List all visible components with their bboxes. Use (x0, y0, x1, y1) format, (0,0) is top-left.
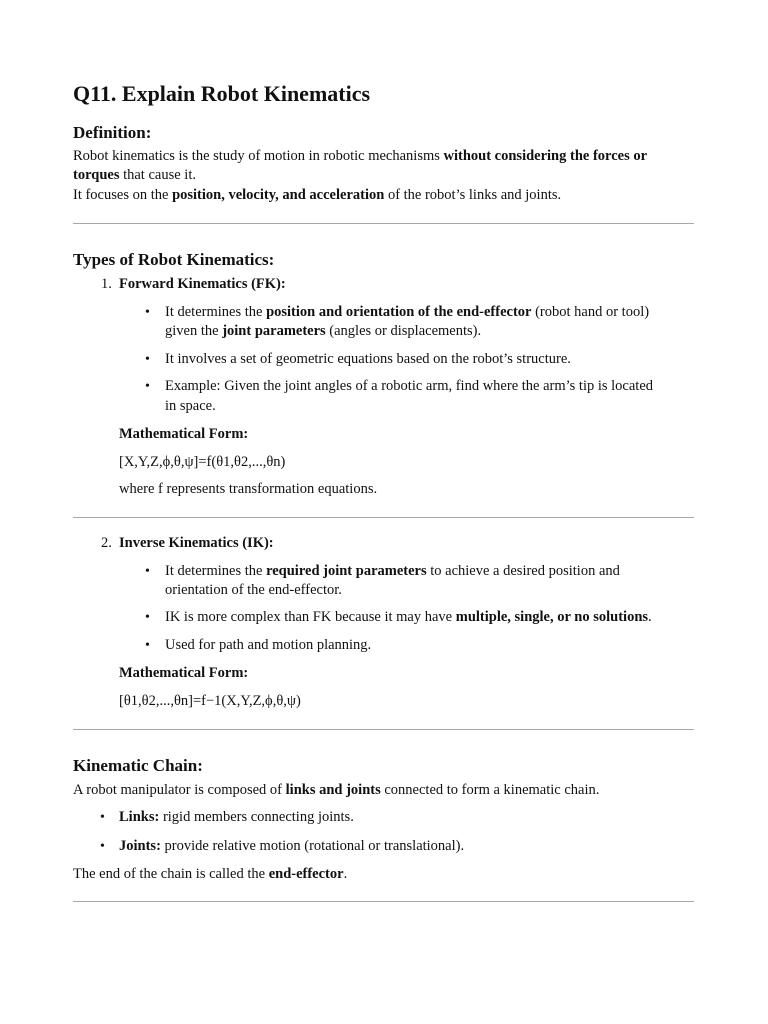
chain-intro: A robot manipulator is composed of links and joints connected to form a kinematic chain. (73, 782, 600, 798)
bullet-icon: • (145, 379, 150, 394)
bullet-icon: • (100, 839, 105, 854)
list-number-fk: 1. (101, 276, 112, 292)
fk-title: Forward Kinematics (FK): (119, 276, 286, 292)
fk-bullet-3-line-1: Example: Given the joint angles of a robotic arm, find where the arm’s tip is located (165, 378, 654, 394)
fk-bullet-1-line-2: given the joint parameters (angles or displacements). (165, 323, 482, 339)
section-divider (73, 729, 694, 730)
ik-title: Inverse Kinematics (IK): (119, 535, 274, 551)
bullet-icon: • (145, 610, 150, 625)
section-divider (73, 223, 694, 224)
fk-formula: [X,Y,Z,ϕ,θ,ψ]=f(θ1,θ2,...,θn) (119, 454, 286, 470)
chain-end-note: The end of the chain is called the end-effector. (73, 866, 348, 882)
definition-line-2: torques that cause it. (73, 167, 196, 183)
chain-heading: Kinematic Chain: (73, 756, 203, 775)
ik-bullet-3: Used for path and motion planning. (165, 637, 372, 653)
definition-line-1: Robot kinematics is the study of motion in robotic mechanisms without considering the forces or (73, 148, 648, 164)
definition-heading: Definition: (73, 123, 152, 142)
definition-line-3: It focuses on the position, velocity, and acceleration of the robot’s links and joints. (73, 187, 562, 203)
bullet-icon: • (100, 810, 105, 825)
bullet-icon: • (145, 305, 150, 320)
types-heading: Types of Robot Kinematics: (73, 250, 275, 269)
ik-bullet-1-line-1: It determines the required joint parameters to achieve a desired position and (165, 563, 620, 579)
fk-bullet-2: It involves a set of geometric equations based on the robot’s structure. (165, 351, 571, 367)
section-divider (73, 517, 694, 518)
ik-bullet-1-line-2: orientation of the end-effector. (165, 582, 342, 598)
chain-joints-item: Joints: provide relative motion (rotational or translational). (119, 838, 465, 854)
ik-formula: [θ1,θ2,...,θn]=f−1(X,Y,Z,ϕ,θ,ψ) (119, 693, 301, 709)
fk-bullet-3-line-2: in space. (165, 398, 216, 414)
fk-math-label: Mathematical Form: (119, 426, 249, 442)
list-number-ik: 2. (101, 535, 112, 551)
section-divider (73, 901, 694, 902)
ik-math-label: Mathematical Form: (119, 665, 249, 681)
ik-bullet-2: IK is more complex than FK because it may have multiple, single, or no solutions. (165, 609, 652, 625)
bullet-icon: • (145, 564, 150, 579)
chain-links-item: Links: rigid members connecting joints. (119, 809, 354, 825)
bullet-icon: • (145, 638, 150, 653)
fk-bullet-1-line-1: It determines the position and orientation of the end-effector (robot hand or tool) (165, 304, 650, 320)
fk-formula-note: where f represents transformation equations. (119, 481, 378, 497)
page-title: Q11. Explain Robot Kinematics (73, 81, 371, 106)
bullet-icon: • (145, 352, 150, 367)
